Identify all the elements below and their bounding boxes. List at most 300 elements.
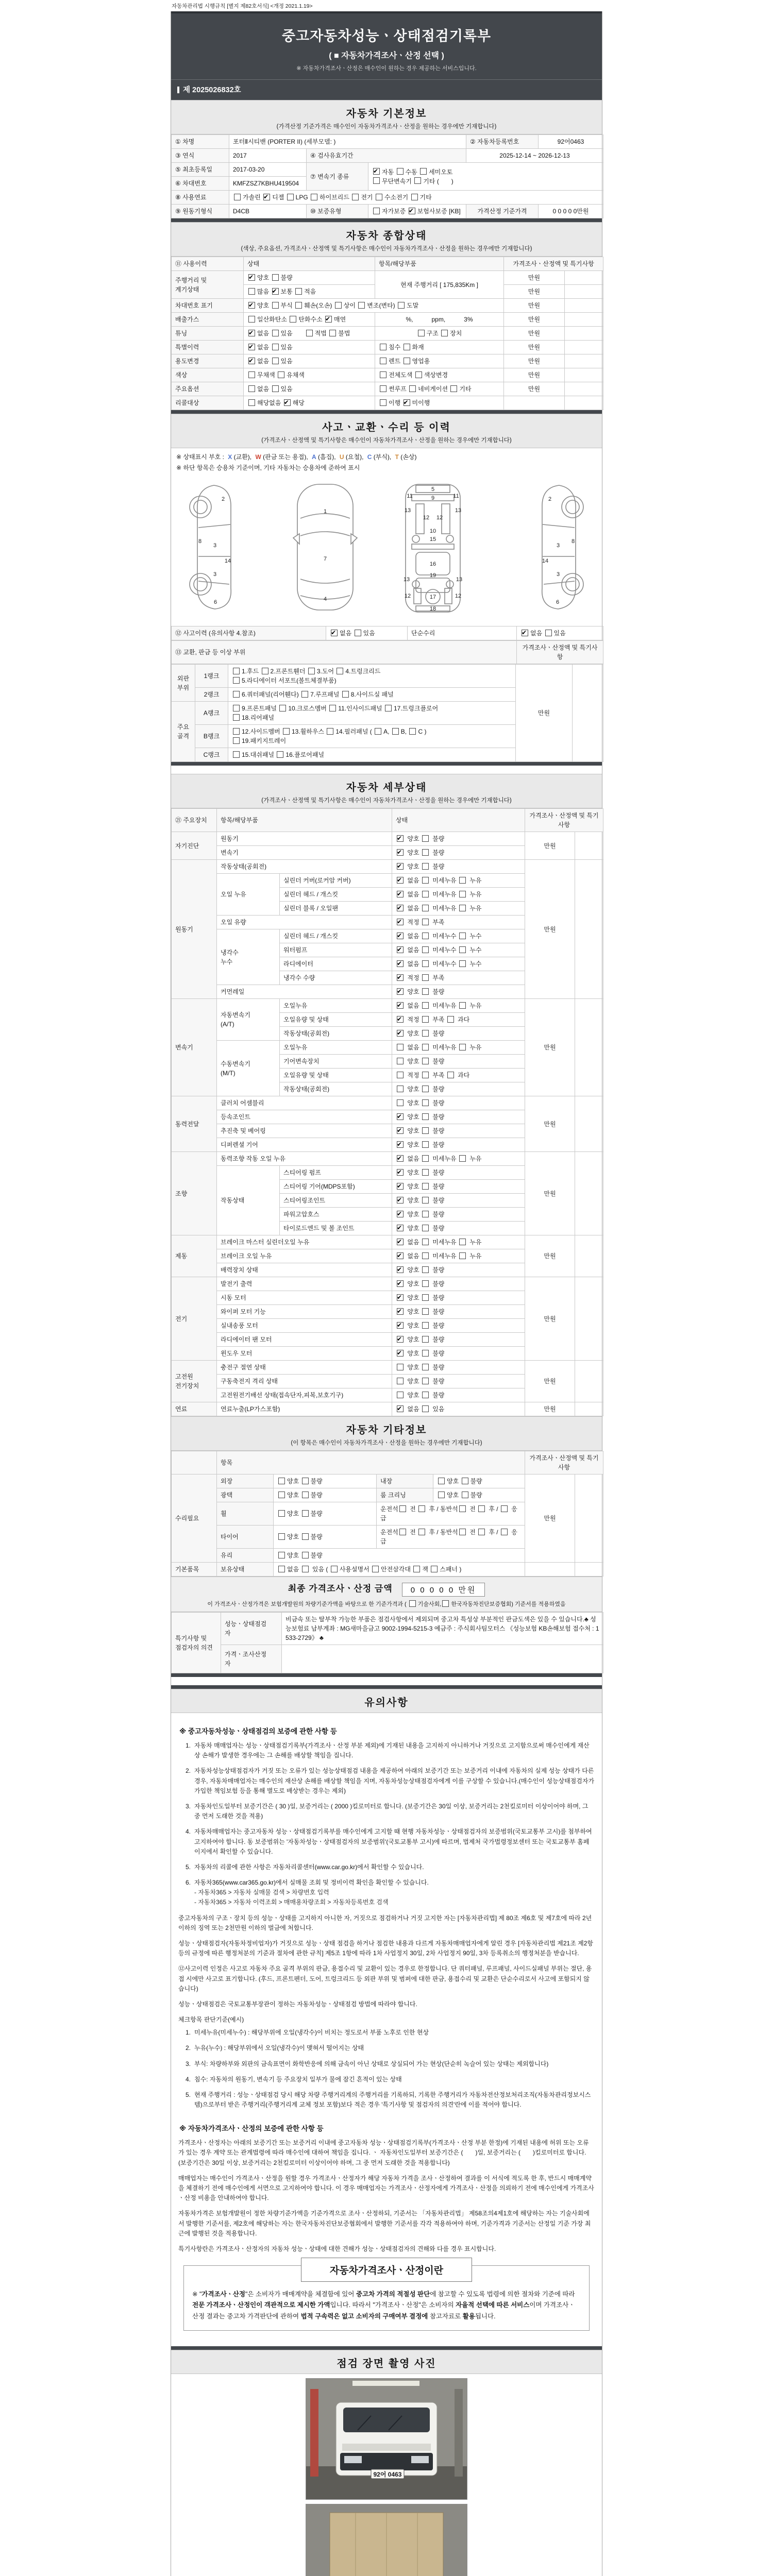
checkbox[interactable] (278, 1478, 285, 1484)
checkbox[interactable] (409, 1600, 416, 1607)
checkbox-checked[interactable] (325, 316, 332, 323)
checkbox[interactable] (459, 1044, 466, 1050)
checkbox[interactable] (397, 1099, 404, 1106)
checkbox[interactable] (545, 630, 552, 636)
checkbox[interactable] (459, 877, 466, 884)
checkbox[interactable] (422, 1294, 429, 1301)
checkbox[interactable] (459, 1529, 466, 1535)
checkbox-checked[interactable] (272, 288, 279, 295)
checkbox[interactable] (404, 358, 410, 364)
table-cell: 기어변속장치 (280, 1055, 392, 1069)
checkbox[interactable] (422, 1364, 429, 1370)
checkbox[interactable] (422, 1336, 429, 1343)
checkbox-checked[interactable] (397, 1169, 404, 1176)
checkbox[interactable] (380, 358, 386, 364)
checkbox-checked[interactable] (397, 1252, 404, 1259)
checkbox-checked[interactable] (263, 194, 270, 200)
checkbox[interactable] (287, 194, 294, 200)
inspection-photo-rear (306, 2504, 467, 2576)
table-cell: 작동상태(공회전) (217, 860, 392, 874)
checkbox[interactable] (278, 1492, 285, 1498)
table-cell: ③ 연식 (172, 149, 229, 163)
table-cell: 만원 (504, 327, 565, 341)
checkbox[interactable] (459, 905, 466, 911)
checkbox-checked[interactable] (397, 1294, 404, 1301)
checkbox[interactable] (459, 1505, 466, 1512)
checkbox[interactable] (431, 1566, 438, 1572)
table-cell: 고전원 전기장치 (172, 1361, 217, 1402)
checkbox[interactable] (248, 371, 255, 378)
checkbox[interactable] (422, 974, 429, 981)
checkbox[interactable] (422, 1155, 429, 1162)
checkbox[interactable] (376, 194, 382, 200)
checkbox-checked[interactable] (397, 1016, 404, 1023)
checkbox[interactable] (459, 1155, 466, 1162)
checkbox[interactable] (397, 1044, 404, 1050)
price-definition-segment: 법적 구속력은 없고 소비자의 구매여부 결정에 (300, 2312, 428, 2320)
checkbox[interactable] (447, 1072, 454, 1078)
checkbox[interactable] (302, 1566, 309, 1572)
table-cell: 디퍼렌셜 기어 (217, 1138, 392, 1152)
checkbox[interactable] (329, 705, 336, 711)
checkbox[interactable] (422, 1378, 429, 1384)
checkbox[interactable] (442, 1600, 449, 1607)
checkbox[interactable] (422, 1141, 429, 1148)
notice-paragraph: ⑫사고이력 인정은 사고로 자동차 주요 골격 부위의 판금, 용접수리 및 교환이 있는 경우로 한정합니다. 단 쿼터패널, 루프패널, 사이드실패널 부위는 절단, 용접 시에만 사고로 표기합니다. (후드, 프론트펜더, 도어, 트렁크리드 등 외판 부위 및 범퍼에 대한 판금, 용접수리 및 교환은 단순수리로서 사고에 포함되지 않습니다) (178, 1965, 592, 1992)
checkbox[interactable] (302, 1478, 309, 1484)
symbol-letter: U (339, 453, 344, 461)
checkbox-checked[interactable] (397, 1030, 404, 1037)
table-cell: 타이어 (217, 1526, 274, 1549)
checkbox[interactable] (329, 330, 336, 336)
checkbox[interactable] (422, 1086, 429, 1092)
checkbox[interactable] (414, 177, 421, 184)
checkbox[interactable] (306, 330, 313, 336)
table-cell: 만원 (504, 299, 565, 313)
price-definition-segment: 이며 가격조사ㆍ산정 결과는 중고차 가격판단에 관하여 (192, 2301, 575, 2320)
checkbox[interactable] (375, 728, 381, 735)
checkbox[interactable] (278, 1533, 285, 1540)
checkbox[interactable] (422, 919, 429, 925)
checkbox[interactable] (272, 385, 279, 392)
checkbox[interactable] (418, 1529, 425, 1535)
checkbox[interactable] (397, 1086, 404, 1092)
checkbox-checked[interactable] (397, 877, 404, 884)
table-cell: 오일유량 및 상태 (280, 1069, 392, 1082)
checkbox-checked[interactable] (248, 358, 255, 364)
checkbox[interactable] (409, 728, 416, 735)
table-cell: ✔ 없음 미세누유 누유 (392, 902, 525, 916)
checkbox[interactable] (478, 1529, 485, 1535)
checkbox[interactable] (272, 358, 279, 364)
checkbox[interactable] (331, 1566, 338, 1572)
checkbox-checked[interactable] (522, 630, 528, 636)
table-cell: 실린더 커버(로커암 커버) (280, 874, 392, 888)
price-definition-segment: 됩니다. (475, 2312, 496, 2320)
table-cell: ✔ 양호 불량 (392, 1319, 525, 1333)
document-number: 제 2025026832호 (171, 79, 602, 100)
table-cell (575, 1152, 603, 1235)
table-cell: ✔ 양호 불량 (392, 1263, 525, 1277)
table-cell: ✔ 없음 미세누유 누유 (392, 1152, 525, 1166)
checkbox[interactable] (459, 960, 466, 967)
checkbox[interactable] (422, 1266, 429, 1273)
checkbox[interactable] (398, 302, 405, 309)
checkbox[interactable] (233, 737, 240, 744)
checkbox[interactable] (283, 728, 290, 735)
diagram-part-number: 7 (323, 556, 327, 562)
checkbox[interactable] (392, 728, 399, 735)
checkbox[interactable] (248, 385, 255, 392)
checkbox[interactable] (450, 385, 457, 392)
checkbox[interactable] (248, 288, 255, 295)
symbol-letter: A (312, 453, 316, 461)
checkbox[interactable] (422, 1058, 429, 1064)
checkbox[interactable] (272, 344, 279, 350)
price-definition-segment: ※ " (192, 2291, 202, 2298)
checkbox[interactable] (337, 668, 343, 674)
checkbox-checked[interactable] (248, 274, 255, 281)
basic-info-table (171, 134, 603, 218)
table-cell: 양호 불량 (433, 1488, 525, 1502)
checkbox-checked[interactable] (397, 905, 404, 911)
checkbox-checked[interactable] (397, 960, 404, 967)
checkbox[interactable] (233, 714, 240, 721)
table-cell: 발전기 출력 (217, 1277, 392, 1291)
final-price-note: 이 가격조사ㆍ산정가격은 보험개발원의 차량기준가액을 바탕으로 한 기준가격과 ( 기술사회, 한국자동차진단보증협회) 기준서를 적용하였음 (171, 1600, 602, 1608)
table-cell: 0 0 0 0 0만원 (539, 205, 603, 218)
checkbox[interactable] (272, 330, 279, 336)
checkbox[interactable] (397, 1072, 404, 1078)
table-cell: 자동변속기 (A/T) (217, 999, 280, 1041)
checkbox[interactable] (233, 691, 240, 698)
checkbox[interactable] (233, 705, 240, 711)
checkbox[interactable] (385, 705, 392, 711)
checkbox[interactable] (411, 194, 418, 200)
checkbox-checked[interactable] (284, 399, 291, 406)
checkbox[interactable] (308, 668, 315, 674)
diagram-part-number: 3 (556, 571, 560, 578)
table-cell (575, 999, 603, 1096)
checkbox[interactable] (234, 194, 241, 200)
checkbox[interactable] (302, 1533, 309, 1540)
checkbox[interactable] (422, 835, 429, 842)
checkbox[interactable] (342, 691, 349, 698)
checkbox[interactable] (358, 302, 365, 309)
checkbox[interactable] (301, 691, 308, 698)
checkbox[interactable] (422, 1239, 429, 1245)
checkbox[interactable] (373, 177, 380, 184)
checkbox[interactable] (422, 1044, 429, 1050)
checkbox[interactable] (380, 399, 386, 406)
checkbox[interactable] (272, 302, 279, 309)
table-cell: 스티어링조인트 (280, 1194, 392, 1208)
checkbox[interactable] (372, 1566, 379, 1572)
checkbox[interactable] (422, 946, 429, 953)
checkbox-checked[interactable] (397, 933, 404, 939)
checkbox[interactable] (415, 371, 422, 378)
table-cell: 렌트 영업용 (375, 354, 504, 368)
table-cell: ⑫ 사고이력 (유의사항 4.참조) (172, 626, 326, 640)
checkbox-checked[interactable] (397, 891, 404, 897)
checkbox[interactable] (397, 1378, 404, 1384)
checkbox[interactable] (380, 344, 386, 350)
section-subtitle: (가격산정 기준가격은 매수인이 자동차가격조사ㆍ산정을 원하는 경우에만 기재합니다) (276, 124, 497, 130)
checkbox[interactable] (295, 288, 302, 295)
checkbox-checked[interactable] (397, 1225, 404, 1231)
checkbox[interactable] (302, 1552, 309, 1558)
checkbox-checked[interactable] (397, 1155, 404, 1162)
checkbox[interactable] (233, 728, 240, 735)
table-cell: ㉑ 주요장치 (172, 809, 217, 832)
checkbox-checked[interactable] (397, 1266, 404, 1273)
checkbox[interactable] (422, 1211, 429, 1217)
table-cell: 만원 (525, 860, 575, 999)
document-title: 중고자동차성능ㆍ상태점검기록부 (281, 28, 492, 44)
checkbox[interactable] (438, 1478, 445, 1484)
checkbox-checked[interactable] (397, 1350, 404, 1357)
table-cell: ✔ 양호 불량 (392, 1222, 525, 1235)
checkbox[interactable] (422, 988, 429, 995)
checkbox-checked[interactable] (397, 1141, 404, 1148)
checkbox[interactable] (501, 1505, 508, 1512)
checkbox[interactable] (422, 1099, 429, 1106)
checkbox[interactable] (422, 1392, 429, 1398)
checkbox[interactable] (311, 194, 317, 200)
diagram-part-number: 19 (429, 572, 436, 579)
diagram-part-number: 13 (455, 507, 462, 514)
checkbox[interactable] (278, 371, 284, 378)
checkbox[interactable] (352, 194, 359, 200)
checkbox[interactable] (422, 1308, 429, 1315)
checkbox-checked[interactable] (397, 849, 404, 856)
checkbox[interactable] (422, 1405, 429, 1412)
checkbox[interactable] (278, 1566, 285, 1572)
checkbox[interactable] (380, 385, 386, 392)
checkbox[interactable] (422, 1169, 429, 1176)
checkbox[interactable] (422, 1002, 429, 1009)
checkbox[interactable] (447, 1016, 454, 1023)
table-cell: 9.프론트패널 10.크로스멤버 11.인사이드패널 17.트렁크플로어 18.리어패널 (228, 702, 516, 725)
checkbox[interactable] (290, 316, 296, 323)
checkbox-checked[interactable] (397, 1280, 404, 1287)
checkbox[interactable] (501, 1529, 508, 1535)
checkbox[interactable] (422, 1252, 429, 1259)
checkbox[interactable] (418, 330, 425, 336)
checkbox[interactable] (373, 208, 380, 214)
checkbox-checked[interactable] (248, 330, 255, 336)
checkbox[interactable] (404, 344, 410, 350)
price-definition-segment: 에 참고할 수 있도록 법령에 의한 절차와 기준에 따라 (430, 2291, 575, 2298)
notice-paragraph: 특기사항란은 가격조사ㆍ산정자의 자동차 성능ㆍ상태에 대한 견해가 성능ㆍ상태점검자의 견해와 다를 경우 표시합니다. (178, 2245, 496, 2252)
checkbox[interactable] (422, 933, 429, 939)
checkbox-checked[interactable] (248, 344, 255, 350)
table-cell: ⑩ 보증유형 (307, 205, 368, 218)
section-title: 점검 장면 촬영 사진 (337, 2358, 436, 2369)
checkbox[interactable] (459, 1239, 466, 1245)
checkbox[interactable] (420, 168, 427, 175)
checkbox[interactable] (380, 371, 386, 378)
checkbox-checked[interactable] (397, 988, 404, 995)
checkbox[interactable] (233, 677, 240, 684)
checkbox[interactable] (302, 1492, 309, 1498)
table-cell: 주요 골격 (172, 702, 195, 762)
checkbox[interactable] (272, 274, 279, 281)
accident-rank-table (171, 664, 603, 762)
section-subtitle: (가격조사ㆍ산정액 및 특기사항은 매수인이 자동차가격조사ㆍ산정을 원하는 경우에만 기재합니다) (261, 437, 512, 444)
checkbox[interactable] (397, 1058, 404, 1064)
table-cell (575, 860, 603, 999)
table-cell: 오일누유 (280, 1041, 392, 1055)
table-cell: 없음 있음 (244, 382, 375, 396)
table-cell: 상태 (244, 257, 375, 271)
checkbox[interactable] (422, 1350, 429, 1357)
checkbox-checked[interactable] (397, 1002, 404, 1009)
checkbox-checked[interactable] (397, 974, 404, 981)
table-cell: ⑤ 최초등록일 (172, 163, 229, 177)
checkbox-checked[interactable] (397, 1308, 404, 1315)
notice-item: 3. 자동차인도일부터 보증기간은 ( 30 )일, 보증거리는 ( 2000 )킬로미터로 합니다. (보증기간은 30일 이상, 보증거리는 2천킬로미터 이상이어야 하며, 그 중 먼저 도래한 것을 적용) (185, 1802, 589, 1820)
inspector-opinion-table (171, 1612, 603, 1673)
table-cell: 운전석 전 후 / 동반석 전 후 / 응급 (377, 1502, 525, 1526)
checkbox-checked[interactable] (397, 1405, 404, 1412)
checkbox-checked[interactable] (397, 1239, 404, 1245)
checkbox[interactable] (422, 891, 429, 897)
checkbox[interactable] (422, 1225, 429, 1231)
table-cell: 전기 (172, 1277, 217, 1361)
checkbox[interactable] (409, 385, 416, 392)
checkbox-checked[interactable] (373, 168, 380, 175)
checkbox[interactable] (397, 1392, 404, 1398)
checkbox-checked[interactable] (397, 1322, 404, 1329)
checkbox[interactable] (462, 1492, 468, 1498)
checkbox[interactable] (459, 933, 466, 939)
section-title: 자동차 종합상태 (346, 230, 427, 242)
table-cell: 양호 불량 (392, 1375, 525, 1388)
checkbox[interactable] (233, 751, 240, 758)
checkbox[interactable] (422, 863, 429, 870)
checkbox[interactable] (355, 630, 361, 636)
section-title: 사고ㆍ교환ㆍ수리 등 이력 (322, 422, 451, 433)
checkbox[interactable] (438, 1492, 445, 1498)
table-cell: 양호 불량 (392, 1082, 525, 1096)
table-cell: ✔양호 불량 (244, 271, 375, 285)
checkbox[interactable] (459, 1252, 466, 1259)
table-cell: 브레이크 오일 누유 (217, 1249, 392, 1263)
notice-paragraph: 매매업자는 매수인이 가격조사ㆍ산정을 원할 경우 가격조사ㆍ산정자가 해당 자동차 가격을 조사ㆍ산정하여 결과를 이 서식에 적도록 한 후, 반드시 매매계약을 체결하기 전에 매수인에게 서면으로 고지하여야 합니다. 이 경우 매매업자는 가격조사ㆍ산정자에게 가격조사ㆍ산정을 의뢰하기 전에 매수인에게 가격조사ㆍ산정 비용을 안내하여야 합니다. (178, 2174, 594, 2202)
checkbox[interactable] (327, 728, 333, 735)
checkbox[interactable] (262, 668, 268, 674)
checkbox[interactable] (248, 399, 255, 406)
checkbox[interactable] (278, 1552, 285, 1558)
symbol-letter: T (395, 453, 399, 461)
accident-parts-header (171, 640, 603, 664)
checkbox-checked[interactable] (409, 208, 415, 214)
checkbox[interactable] (422, 1280, 429, 1287)
price-definition-box (183, 2265, 590, 2331)
table-cell: 무채색 유채색 (244, 368, 375, 382)
checkbox[interactable] (459, 1002, 466, 1009)
checkbox[interactable] (413, 1566, 420, 1572)
checkbox[interactable] (418, 1505, 425, 1512)
table-cell: 없음 미세누유 누유 (392, 1041, 525, 1055)
checkbox[interactable] (459, 891, 466, 897)
table-cell: ⑬ 교환, 판금 등 이상 부위 (172, 641, 517, 664)
check-criteria-items (178, 2028, 595, 2110)
checkbox-checked[interactable] (397, 1336, 404, 1343)
checkbox[interactable] (302, 1510, 309, 1517)
checkbox[interactable] (399, 1529, 406, 1535)
checkbox-checked[interactable] (397, 946, 404, 953)
section-basic-info (171, 100, 602, 134)
checkbox[interactable] (422, 960, 429, 967)
checkbox[interactable] (441, 330, 448, 336)
table-cell: 가격조사ㆍ산정액 및 특기사항 (525, 1451, 603, 1475)
checkbox[interactable] (422, 1072, 429, 1078)
checkbox-checked[interactable] (331, 630, 338, 636)
table-cell: 1랭크 (195, 665, 228, 688)
table-cell: 만원 (525, 1361, 575, 1402)
check-criteria-item: 4. 침수: 자동차의 원동기, 변속기 등 주요장치 일부가 물에 잠긴 흔적이 있는 상태 (185, 2075, 402, 2083)
checkbox-checked[interactable] (397, 1127, 404, 1134)
checkbox-checked[interactable] (397, 919, 404, 925)
checkbox[interactable] (278, 1510, 285, 1517)
checkbox[interactable] (279, 705, 286, 711)
checkbox[interactable] (422, 877, 429, 884)
checkbox[interactable] (335, 302, 342, 309)
table-cell: 배출가스 (172, 313, 244, 327)
checkbox-checked[interactable] (248, 302, 255, 309)
checkbox-checked[interactable] (404, 399, 410, 406)
checkbox[interactable] (422, 849, 429, 856)
checkbox[interactable] (459, 946, 466, 953)
checkbox[interactable] (397, 168, 404, 175)
table-cell (575, 1235, 603, 1277)
checkbox[interactable] (422, 1030, 429, 1037)
checkbox[interactable] (233, 668, 240, 674)
checkbox-checked[interactable] (397, 1197, 404, 1204)
checkbox[interactable] (248, 316, 255, 323)
checkbox[interactable] (422, 1016, 429, 1023)
table-cell: 충전구 절연 상태 (217, 1361, 392, 1375)
checkbox[interactable] (397, 1364, 404, 1370)
checkbox[interactable] (422, 1322, 429, 1329)
checkbox[interactable] (422, 1113, 429, 1120)
checkbox[interactable] (422, 1127, 429, 1134)
table-cell: 라디에이터 (280, 957, 392, 971)
checkbox-checked[interactable] (397, 1211, 404, 1217)
table-cell: 가격조사ㆍ산정액 및 특기사항 (525, 809, 603, 832)
table-cell: 만원 (504, 285, 565, 299)
section-title: 유의사항 (364, 1697, 409, 1708)
checkbox[interactable] (422, 1183, 429, 1190)
checkbox[interactable] (399, 1505, 406, 1512)
checkbox-checked[interactable] (397, 1113, 404, 1120)
checkbox[interactable] (478, 1505, 485, 1512)
checkbox[interactable] (277, 751, 283, 758)
table-cell: 오일 유량 (217, 916, 392, 929)
diagram-part-number: 14 (542, 558, 549, 564)
checkbox[interactable] (462, 1478, 468, 1484)
checkbox[interactable] (422, 905, 429, 911)
checkbox-checked[interactable] (397, 1183, 404, 1190)
notice-paragraph: 성능ㆍ상태점검은 국토교통부장관이 정하는 자동차성능ㆍ상태점검 방법에 따라야 합니다. (178, 2000, 417, 2008)
checkbox[interactable] (422, 1197, 429, 1204)
diagram-part-number: 10 (429, 528, 436, 534)
checkbox-checked[interactable] (397, 863, 404, 870)
checkbox-checked[interactable] (397, 835, 404, 842)
checkbox[interactable] (295, 302, 302, 309)
